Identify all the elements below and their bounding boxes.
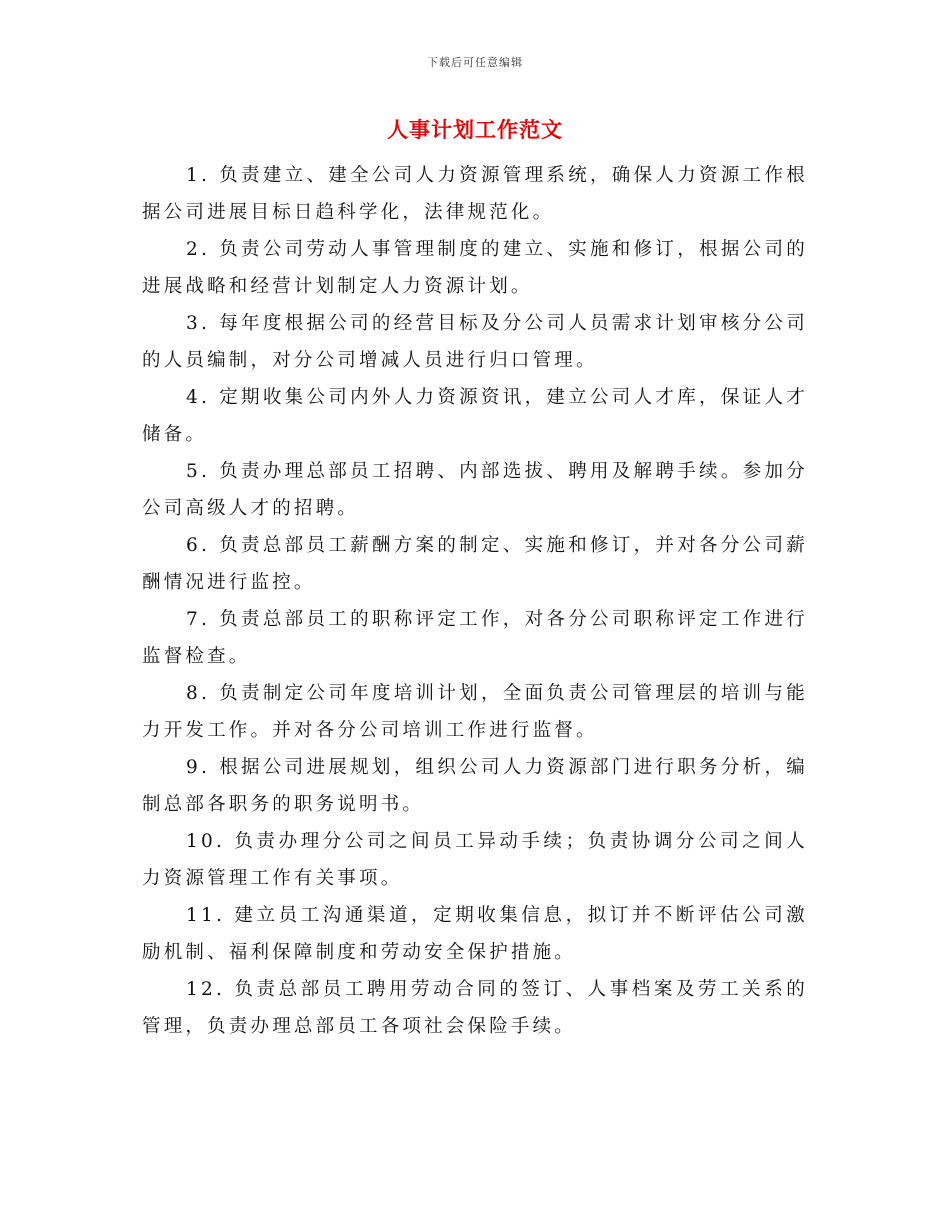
paragraph-5: 5. 负责办理总部员工招聘、内部选拔、聘用及解聘手续。参加分公司高级人才的招聘。 <box>142 461 808 519</box>
paragraph-7: 7. 负责总部员工的职称评定工作，对各分公司职称评定工作进行监督检查。 <box>142 609 808 667</box>
paragraph-1: 1. 负责建立、建全公司人力资源管理系统，确保人力资源工作根据公司进展目标日趋科学化，法律规范化。 <box>142 165 808 223</box>
paragraph-11: 11. 建立员工沟通渠道，定期收集信息，拟订并不断评估公司激励机制、福利保障制度和劳动安全保护措施。 <box>142 905 808 963</box>
paragraph-6: 6. 负责总部员工薪酬方案的制定、实施和修订，并对各分公司薪酬情况进行监控。 <box>142 535 808 593</box>
paragraph-2: 2. 负责公司劳动人事管理制度的建立、实施和修订，根据公司的进展战略和经营计划制定人力资源计划。 <box>142 239 808 297</box>
document-title: 人事计划工作范文 <box>387 117 563 142</box>
paragraph-8: 8. 负责制定公司年度培训计划，全面负责公司管理层的培训与能力开发工作。并对各分公司培训工作进行监督。 <box>142 683 808 741</box>
document-body <box>142 157 808 1045</box>
paragraph-12: 12. 负责总部员工聘用劳动合同的签订、人事档案及劳工关系的管理，负责办理总部员工各项社会保险手续。 <box>142 979 808 1037</box>
header-note: 下载后可任意编辑 <box>427 56 523 69</box>
paragraph-3: 3. 每年度根据公司的经营目标及分公司人员需求计划审核分公司的人员编制，对分公司增减人员进行归口管理。 <box>142 313 808 371</box>
paragraph-10: 10. 负责办理分公司之间员工异动手续；负责协调分公司之间人力资源管理工作有关事项。 <box>142 831 808 889</box>
paragraph-9: 9. 根据公司进展规划，组织公司人力资源部门进行职务分析，编制总部各职务的职务说明书。 <box>142 757 808 815</box>
paragraph-4: 4. 定期收集公司内外人力资源资讯，建立公司人才库，保证人才储备。 <box>142 387 808 445</box>
